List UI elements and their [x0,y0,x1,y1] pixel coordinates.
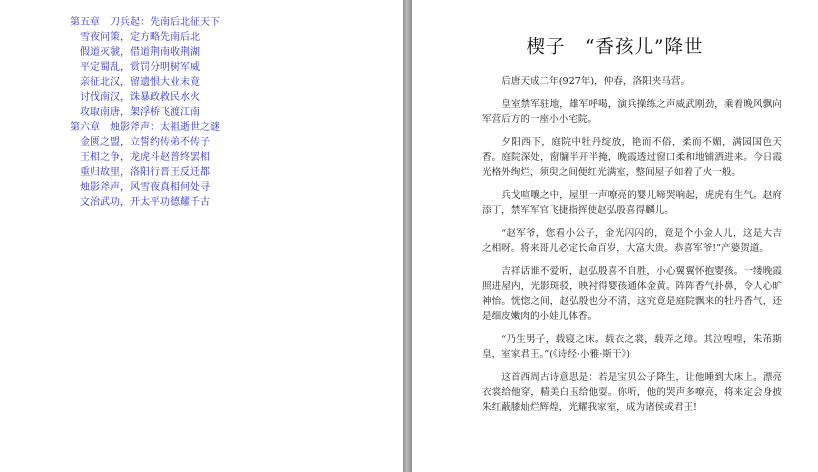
toc-page [0,0,403,472]
paragraph: 夕阳西下，庭院中牡丹绽放，艳而不俗，柔而不媚，满园国色天香。庭院深处，窗牖半开半掩，晚霞透过窗口柔和地铺洒进来。今日霞光格外绚烂，须臾之间便红光满室，整间屋子如着了火一般。 [482,137,782,178]
toc-section-link[interactable]: 王相之争，龙虎斗赵普终罢相 [80,152,210,163]
toc-section-link[interactable]: 雪夜问策，定方略先南后北 [80,32,200,43]
toc-section-link[interactable]: 平定蜀乱，赏罚分明树军威 [80,62,200,73]
toc-section-link[interactable]: 重归故里，洛阳行晋王反迁都 [80,167,210,178]
toc-chapter-5[interactable]: 第五章 刀兵起：先南后北征天下 [70,17,220,28]
table-of-contents [70,15,220,210]
toc-section-link[interactable]: 烛影斧声，风雪夜真相何处寻 [80,182,210,193]
toc-chapter-6[interactable]: 第六章 烛影斧声：太祖逝世之谜 [70,122,220,133]
toc-section-link[interactable]: 假道灭虢，借道荆南收荆湖 [80,47,200,58]
toc-section-link[interactable]: 攻取南唐，架浮桥飞渡江南 [80,107,200,118]
chapter-page [412,0,818,472]
toc-section-link[interactable]: 讨伐南汉，诛暴政救民水火 [80,92,200,103]
paragraph: 后唐天成二年(927年)，仲春，洛阳夹马营。 [501,76,691,87]
page-gutter [403,0,412,472]
toc-section-link[interactable]: 亲征北汉，留遗恨大业未竟 [80,77,200,88]
chapter-title: 楔子 “香孩儿”降世 [526,37,704,58]
paragraph: 吉祥话谁不爱听，赵弘殷喜不自胜，小心翼翼怀抱婴孩。一缕晚霞照进屋内，光影斑驳，映衬得婴孩通体金黄。阵阵香气扑鼻，令人心旷神怡。恍惚之间，赵弘殷也分不清，这究竟是庭院飘来的牡丹香气，还是细皮嫩肉的小娃儿体香。 [482,266,782,322]
toc-section-link[interactable]: 金匮之盟，立誓约传弟不传子 [80,137,210,148]
chapter-body [482,74,782,423]
paragraph: 这首西周古诗意思是：若是宝贝公子降生，让他睡到大床上。漂亮衣裳给他穿，精美白玉给他耍。你听，他的哭声多嘹亮，将来定会身披朱红蔽膝灿烂辉煌，光耀我家室，成为诸侯或君王! [482,372,782,413]
paragraph: “赵军爷，您看小公子，金光闪闪的，竟是个小金人儿，这是大吉之相呀。将来哥儿必定长命百岁，大富大贵。恭喜军爷!”产婆贺道。 [482,228,782,254]
paragraph: 皇室禁军驻地，雄军呼喝，演兵操练之声威武刚劲，乘着晚风飘向军营后方的一座小小宅院。 [482,99,782,125]
paragraph: 兵戈喧嚷之中，屋里一声嘹亮的婴儿啼哭响起，虎虎有生气。赵府添丁，禁军军官飞捷指挥使赵弘殷喜得麟儿。 [482,190,782,216]
toc-section-link[interactable]: 文治武功，开太平功德耀千古 [80,197,210,208]
paragraph: “乃生男子，载寝之床。载衣之裳，载弄之璋。其泣喤喤，朱芾斯皇，室家君王。”(《诗经·小雅·斯干》) [482,334,782,360]
